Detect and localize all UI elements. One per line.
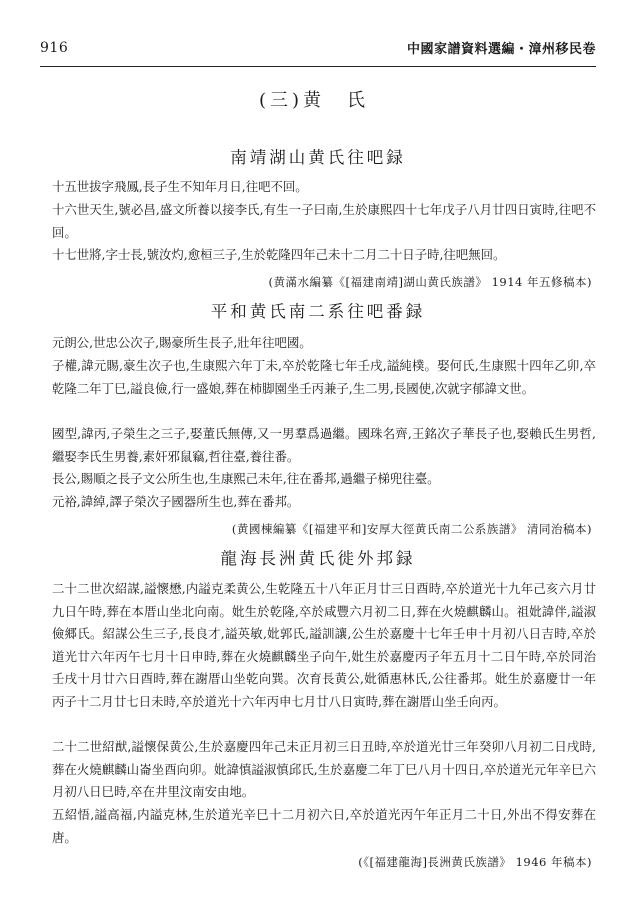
header-rule	[40, 66, 596, 67]
section-title: (三)黄 氏	[258, 90, 370, 111]
source-citation: (黄滿水編纂《[福建南靖]湖山黄氏族譜》 1914 年五修稿本)	[268, 275, 592, 289]
paragraph: 二十二世次紹謀,謚懷懋,内謚克柔黄公,生乾隆五十八年正月廿三日酉時,卒於道光十九年己亥六月廿九日午時,葬在本厝山坐北向南。妣生於乾隆,卒於咸豐六月初二日,葬在火燒麒麟山。祖妣諱伴,謚淑儉郷氏。紹謀公生三子,長良才,謚英敏,妣郭氏,謚訓讓,公生於嘉慶十七年壬申十月初八日吉時,卒於道光廿六年丙午七月十日申時,葬在火燒麒麟坐子向午,妣生於嘉慶丙子年五月十二日午時,卒於同治壬戌十月廿六日酉時,葬在謝厝山坐乾向巽。次育長黄公,妣循惠林氏,公往番邦。妣生於嘉慶廿一年丙子十二月廿七日未時,卒於道光十六年丙申七月廿八日寅時,葬在謝厝山坐壬向丙。	[52, 581, 596, 709]
paragraph: 元朗公,世忠公次子,賜豪所生長子,壯年往吧國。	[52, 335, 312, 350]
paragraph: 十五世拔字飛鳳,長子生不知年月日,往吧不回。	[52, 179, 308, 194]
page-number: 916	[40, 40, 69, 56]
paragraph: 十六世天生,號必昌,盛文所養以接李氏,有生一子曰南,生於康熙四十七年戊子八月廿四日寅時,往吧不回。	[52, 202, 596, 240]
source-citation: (《[福建龍海]長洲黄氏族譜》 1946 年稿本)	[358, 855, 592, 869]
heading-pinghe: 平和黄氏南二系往吧番録	[210, 302, 426, 321]
heading-nanjing: 南靖湖山黄氏往吧録	[230, 148, 406, 167]
running-title: 中國家譜資料選編・漳州移民卷	[406, 42, 596, 57]
paragraph: 子權,諱元賜,豪生次子也,生康熙六年丁未,卒於乾隆七年壬戌,謚純樸。娶何氏,生康熙十四年乙卯,卒乾隆二年丁巳,謚良儉,行一盛娘,葬在柿脚園坐壬丙兼子,生二男,長國使,次就字郁諱文世。	[52, 358, 596, 396]
paragraph: 十七世將,字士長,號汝灼,愈桓三子,生於乾隆四年己未十二月二十日子時,往吧無回。	[52, 247, 506, 262]
source-citation: (黄國棟編纂《[福建平和]安厚大徑黄氏南二公系族譜》 清同治稿本)	[231, 522, 592, 536]
paragraph: 二十二世紹猷,謚懷保黄公,生於嘉慶四年己未正月初三日丑時,卒於道光廿三年癸卯八月初二日戌時,葬在火燒麒麟山崙坐酉向卯。妣諱慎謚淑慎邱氏,生於嘉慶二年丁巳八月十四日,卒於道光元年辛巳六月初八日巳時,卒在井里汶南安由地。	[52, 739, 596, 800]
paragraph: 國型,諱丙,子榮生之三子,娶董氏無傳,又一男羣爲過繼。國珠名齊,王銘次子華長子也,娶賴氏生男哲,繼娶李氏生男養,素奸邪鼠竊,哲往臺,養往番。	[52, 426, 596, 464]
paragraph: 五紹悟,謚高福,内謚克林,生於道光辛巳十二月初六日,卒於道光丙午年正月二十日,外出不得安葬在唐。	[52, 807, 596, 845]
page-header	[40, 38, 596, 64]
paragraph: 元裕,諱綽,譯子榮次子國器所生也,葬在番邦。	[52, 494, 300, 509]
paragraph: 長公,賜順之長子文公所生也,生康熙己未年,往在番邦,過繼子梯兜往臺。	[52, 471, 440, 486]
heading-longhai: 龍海長洲黄氏徙外邦録	[220, 549, 416, 568]
